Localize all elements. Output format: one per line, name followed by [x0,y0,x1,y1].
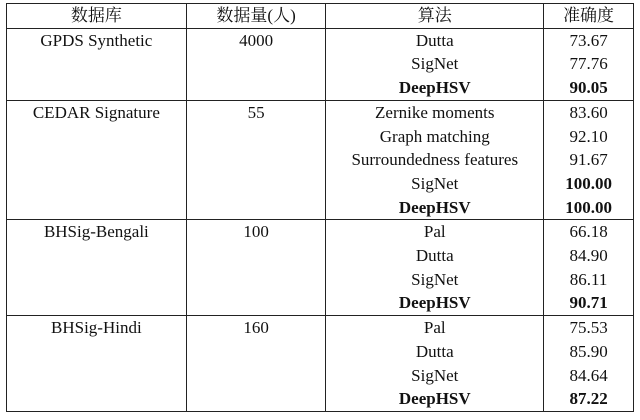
dataset-group [7,100,634,220]
algorithm-cell: Surroundedness features [326,148,544,172]
table-row [7,76,634,100]
accuracy-cell: 100.00 [544,172,634,196]
count-cell [186,387,326,411]
dataset-group [7,28,634,100]
count-cell [186,125,326,149]
count-cell [186,364,326,388]
table-header [7,4,634,29]
dataset-cell [7,76,187,100]
dataset-cell [7,291,187,315]
dataset-cell: CEDAR Signature [7,100,187,124]
count-cell: 160 [186,316,326,340]
count-cell [186,148,326,172]
accuracy-cell: 90.05 [544,76,634,100]
dataset-cell [7,268,187,292]
algorithm-cell: Zernike moments [326,100,544,124]
table-row [7,196,634,220]
dataset-group [7,220,634,316]
table-row [7,340,634,364]
dataset-cell: BHSig-Hindi [7,316,187,340]
table-row [7,387,634,411]
dataset-cell [7,387,187,411]
table-row [7,125,634,149]
count-cell [186,268,326,292]
accuracy-cell: 73.67 [544,28,634,52]
header-dataset: 数据库 [7,4,187,29]
algorithm-cell: Dutta [326,244,544,268]
algorithm-cell: Pal [326,316,544,340]
accuracy-cell: 100.00 [544,196,634,220]
accuracy-cell: 75.53 [544,316,634,340]
algorithm-cell: Dutta [326,28,544,52]
accuracy-cell: 91.67 [544,148,634,172]
header-accuracy: 准确度 [544,4,634,29]
table-row [7,52,634,76]
header-count: 数据量(人) [186,4,326,29]
dataset-cell [7,125,187,149]
count-cell: 4000 [186,28,326,52]
algorithm-cell: Pal [326,220,544,244]
count-cell [186,76,326,100]
table-row [7,28,634,52]
table-row [7,148,634,172]
algorithm-cell: SigNet [326,268,544,292]
accuracy-cell: 77.76 [544,52,634,76]
dataset-cell: GPDS Synthetic [7,28,187,52]
algorithm-cell: SigNet [326,52,544,76]
accuracy-cell: 87.22 [544,387,634,411]
accuracy-cell: 86.11 [544,268,634,292]
count-cell: 55 [186,100,326,124]
accuracy-cell: 92.10 [544,125,634,149]
results-table [6,3,634,412]
accuracy-cell: 84.64 [544,364,634,388]
accuracy-cell: 66.18 [544,220,634,244]
dataset-group [7,316,634,412]
count-cell [186,196,326,220]
accuracy-cell: 85.90 [544,340,634,364]
table-row [7,220,634,244]
dataset-cell [7,196,187,220]
dataset-cell [7,244,187,268]
algorithm-cell: Graph matching [326,125,544,149]
dataset-cell [7,340,187,364]
table-row [7,316,634,340]
count-cell [186,244,326,268]
table-row [7,364,634,388]
count-cell [186,340,326,364]
algorithm-cell: DeepHSV [326,196,544,220]
accuracy-cell: 90.71 [544,291,634,315]
algorithm-cell: SigNet [326,172,544,196]
algorithm-cell: DeepHSV [326,387,544,411]
dataset-cell [7,148,187,172]
count-cell [186,291,326,315]
algorithm-cell: SigNet [326,364,544,388]
algorithm-cell: DeepHSV [326,291,544,315]
dataset-cell [7,364,187,388]
header-row [7,4,634,29]
table-row [7,244,634,268]
header-algorithm: 算法 [326,4,544,29]
table-row [7,268,634,292]
dataset-cell: BHSig-Bengali [7,220,187,244]
count-cell [186,52,326,76]
table-row [7,291,634,315]
table-row [7,100,634,124]
dataset-cell [7,52,187,76]
accuracy-cell: 84.90 [544,244,634,268]
count-cell: 100 [186,220,326,244]
table-row [7,172,634,196]
accuracy-cell: 83.60 [544,100,634,124]
count-cell [186,172,326,196]
algorithm-cell: DeepHSV [326,76,544,100]
dataset-cell [7,172,187,196]
algorithm-cell: Dutta [326,340,544,364]
